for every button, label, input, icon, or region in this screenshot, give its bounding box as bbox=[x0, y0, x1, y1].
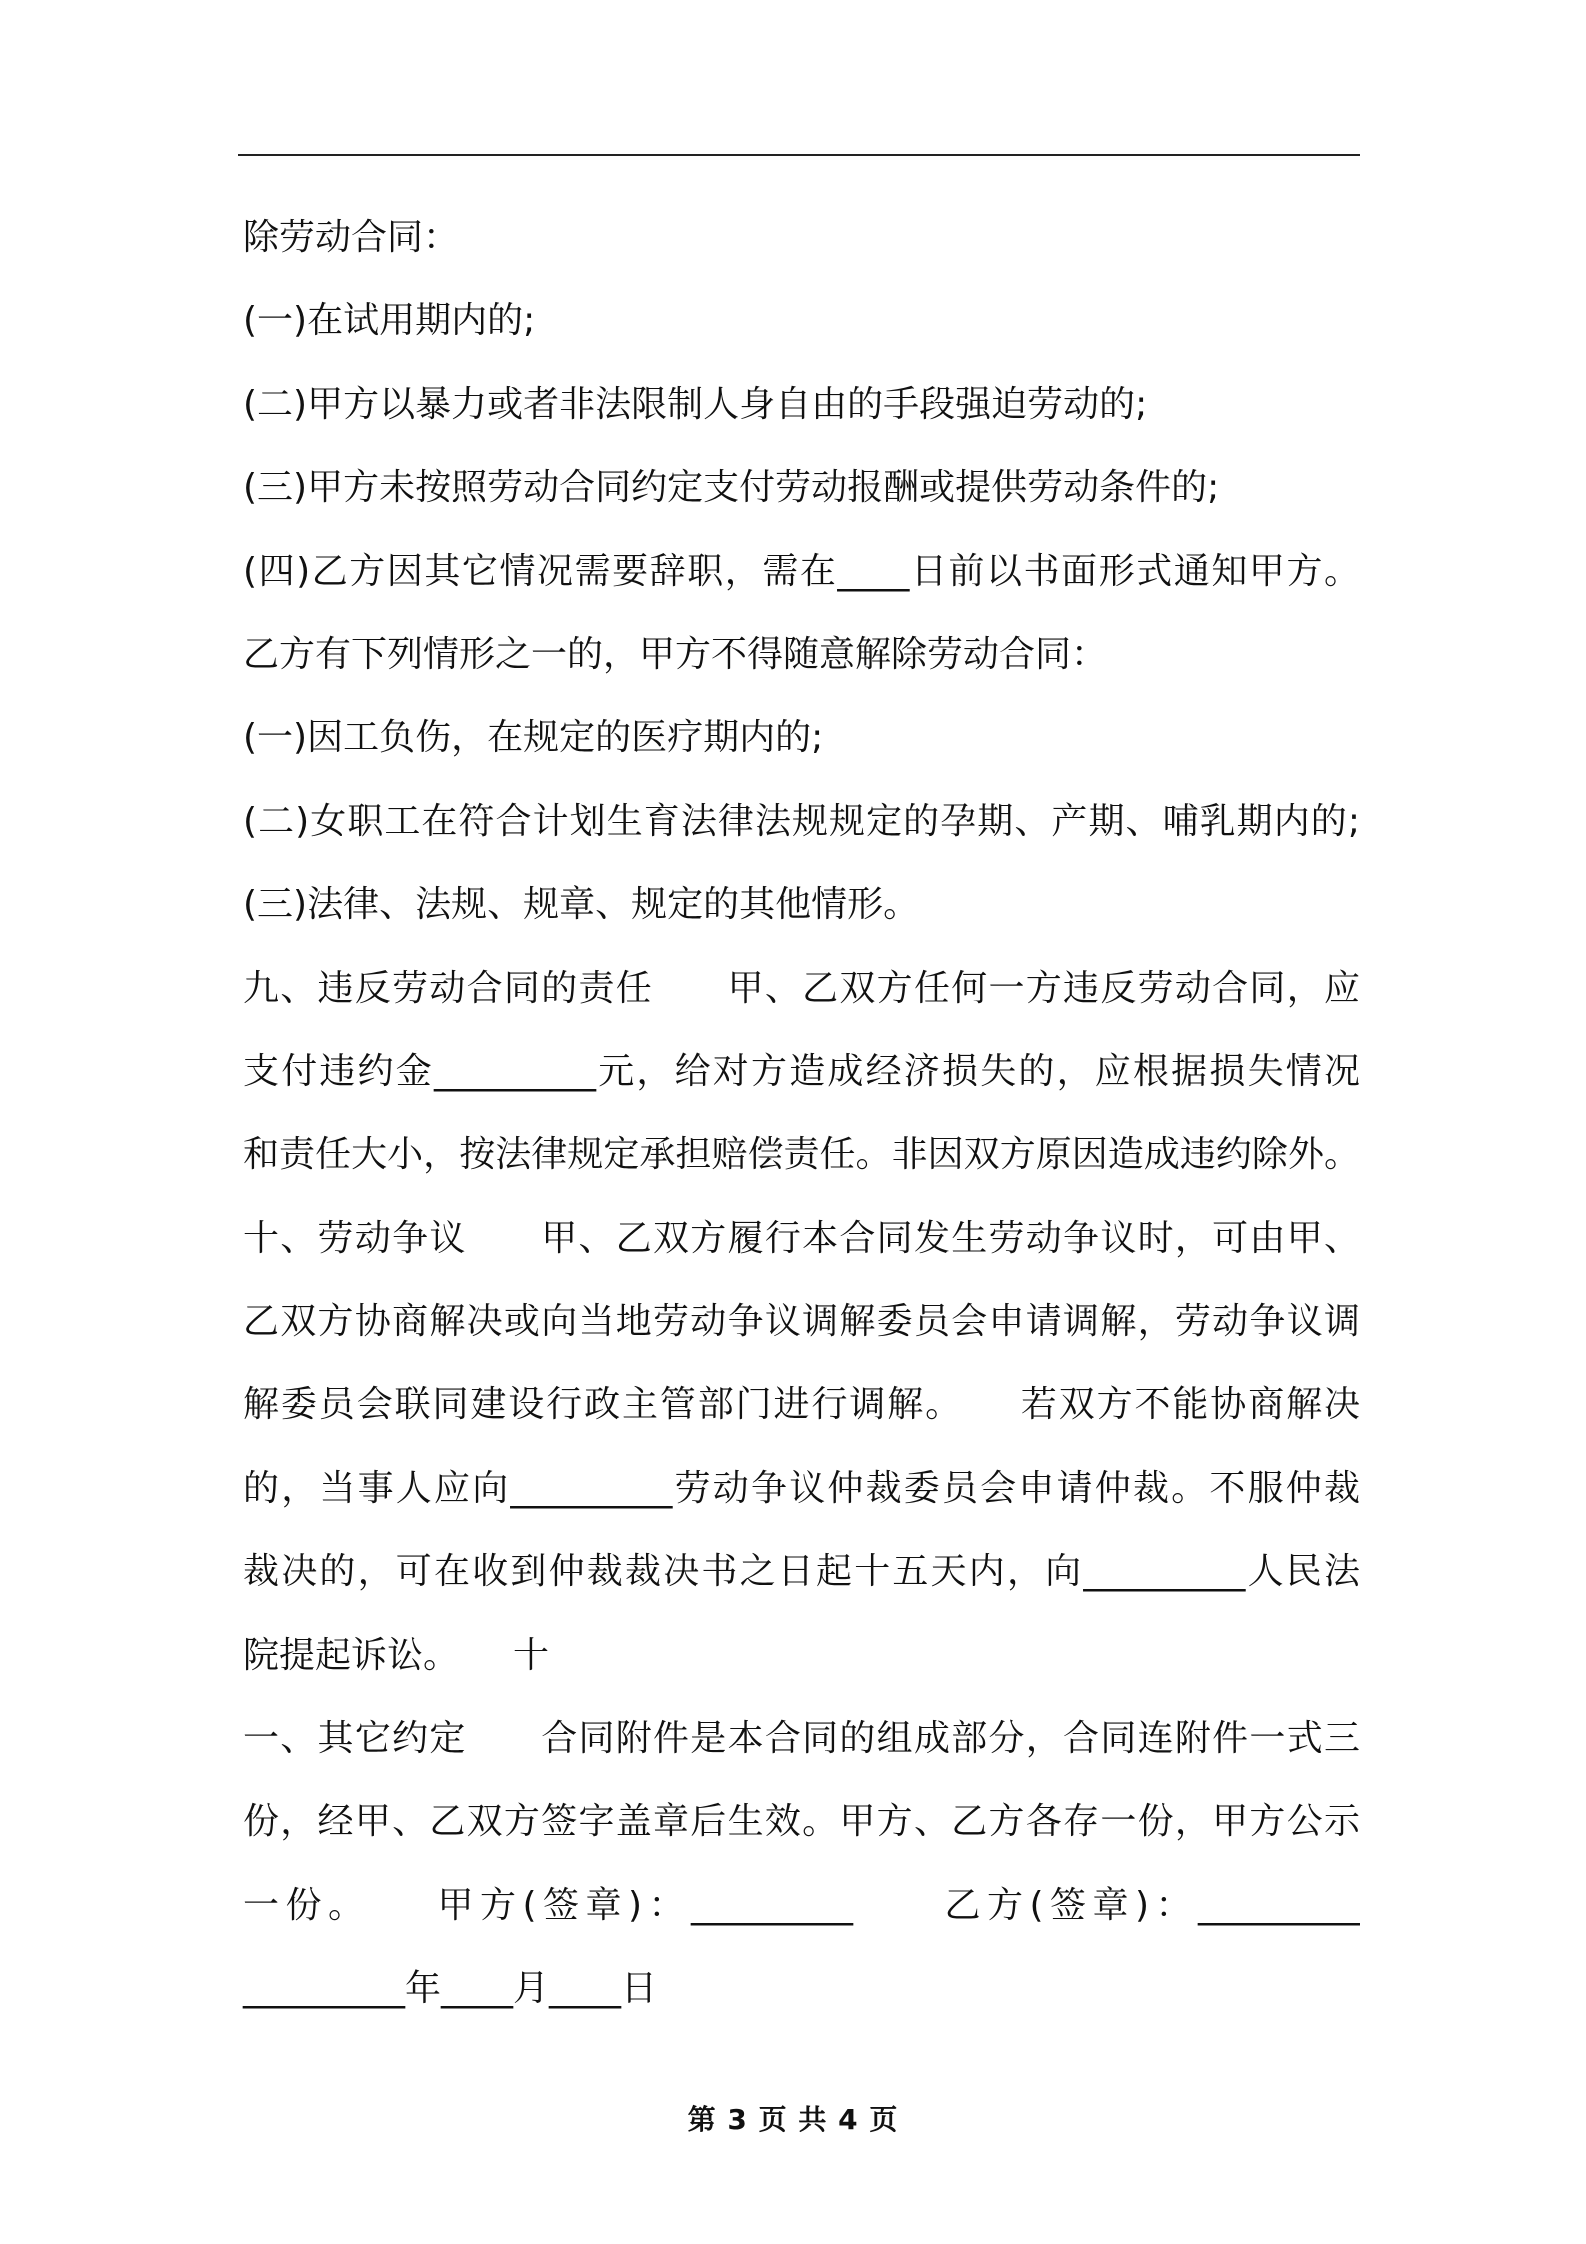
text-line: 的，当事人应向_________劳动争议仲裁委员会申请仲裁。不服仲裁 bbox=[243, 1467, 1360, 1509]
text-line: (二)女职工在符合计划生育法律法规规定的孕期、产期、哺乳期内的; bbox=[243, 800, 1360, 842]
text-line: (三)法律、法规、规章、规定的其他情形。 bbox=[243, 884, 920, 926]
header-rule bbox=[238, 154, 1360, 156]
text-line: (一)在试用期内的; bbox=[243, 300, 536, 342]
text-line: 和责任大小，按法律规定承担赔偿责任。非因双方原因造成违约除外。 bbox=[243, 1134, 1360, 1176]
text-line: (二)甲方以暴力或者非法限制人身自由的手段强迫劳动的; bbox=[243, 383, 1148, 425]
text-line: 乙方有下列情形之一的，甲方不得随意解除劳动合同： bbox=[243, 633, 1108, 675]
text-line: (三)甲方未按照劳动合同约定支付劳动报酬或提供劳动条件的; bbox=[243, 467, 1220, 509]
text-line: 十、劳动争议 甲、乙双方履行本合同发生劳动争议时，可由甲、 bbox=[243, 1217, 1360, 1259]
signature-line: 一份。 甲方(签章)：_________ 乙方(签章)：_________ bbox=[243, 1884, 1360, 1926]
text-line: 解委员会联同建设行政主管部门进行调解。 若双方不能协商解决 bbox=[243, 1384, 1360, 1426]
text-line: 除劳动合同： bbox=[243, 217, 460, 258]
text-line: 裁决的，可在收到仲裁裁决书之日起十五天内，向_________人民法 bbox=[243, 1551, 1360, 1593]
date-line: _________年____月____日 bbox=[243, 1968, 657, 2010]
text-line: (四)乙方因其它情况需要辞职，需在____日前以书面形式通知甲方。 bbox=[243, 550, 1360, 592]
text-line: 一、其它约定 合同附件是本合同的组成部分，合同连附件一式三 bbox=[243, 1718, 1360, 1760]
text-line: 乙双方协商解决或向当地劳动争议调解委员会申请调解，劳动争议调 bbox=[243, 1301, 1360, 1343]
text-line: 九、违反劳动合同的责任 甲、乙双方任何一方违反劳动合同，应 bbox=[243, 967, 1360, 1009]
text-line: (一)因工负伤，在规定的医疗期内的; bbox=[243, 717, 824, 759]
text-line: 院提起诉讼。 十 bbox=[243, 1634, 550, 1676]
text-line: 份，经甲、乙双方签字盖章后生效。甲方、乙方各存一份，甲方公示 bbox=[243, 1801, 1360, 1843]
page-number: 第 3 页 共 4 页 bbox=[687, 2103, 899, 2136]
contract-body bbox=[243, 196, 1360, 2031]
text-line: 支付违约金_________元，给对方造成经济损失的，应根据损失情况 bbox=[243, 1050, 1360, 1092]
